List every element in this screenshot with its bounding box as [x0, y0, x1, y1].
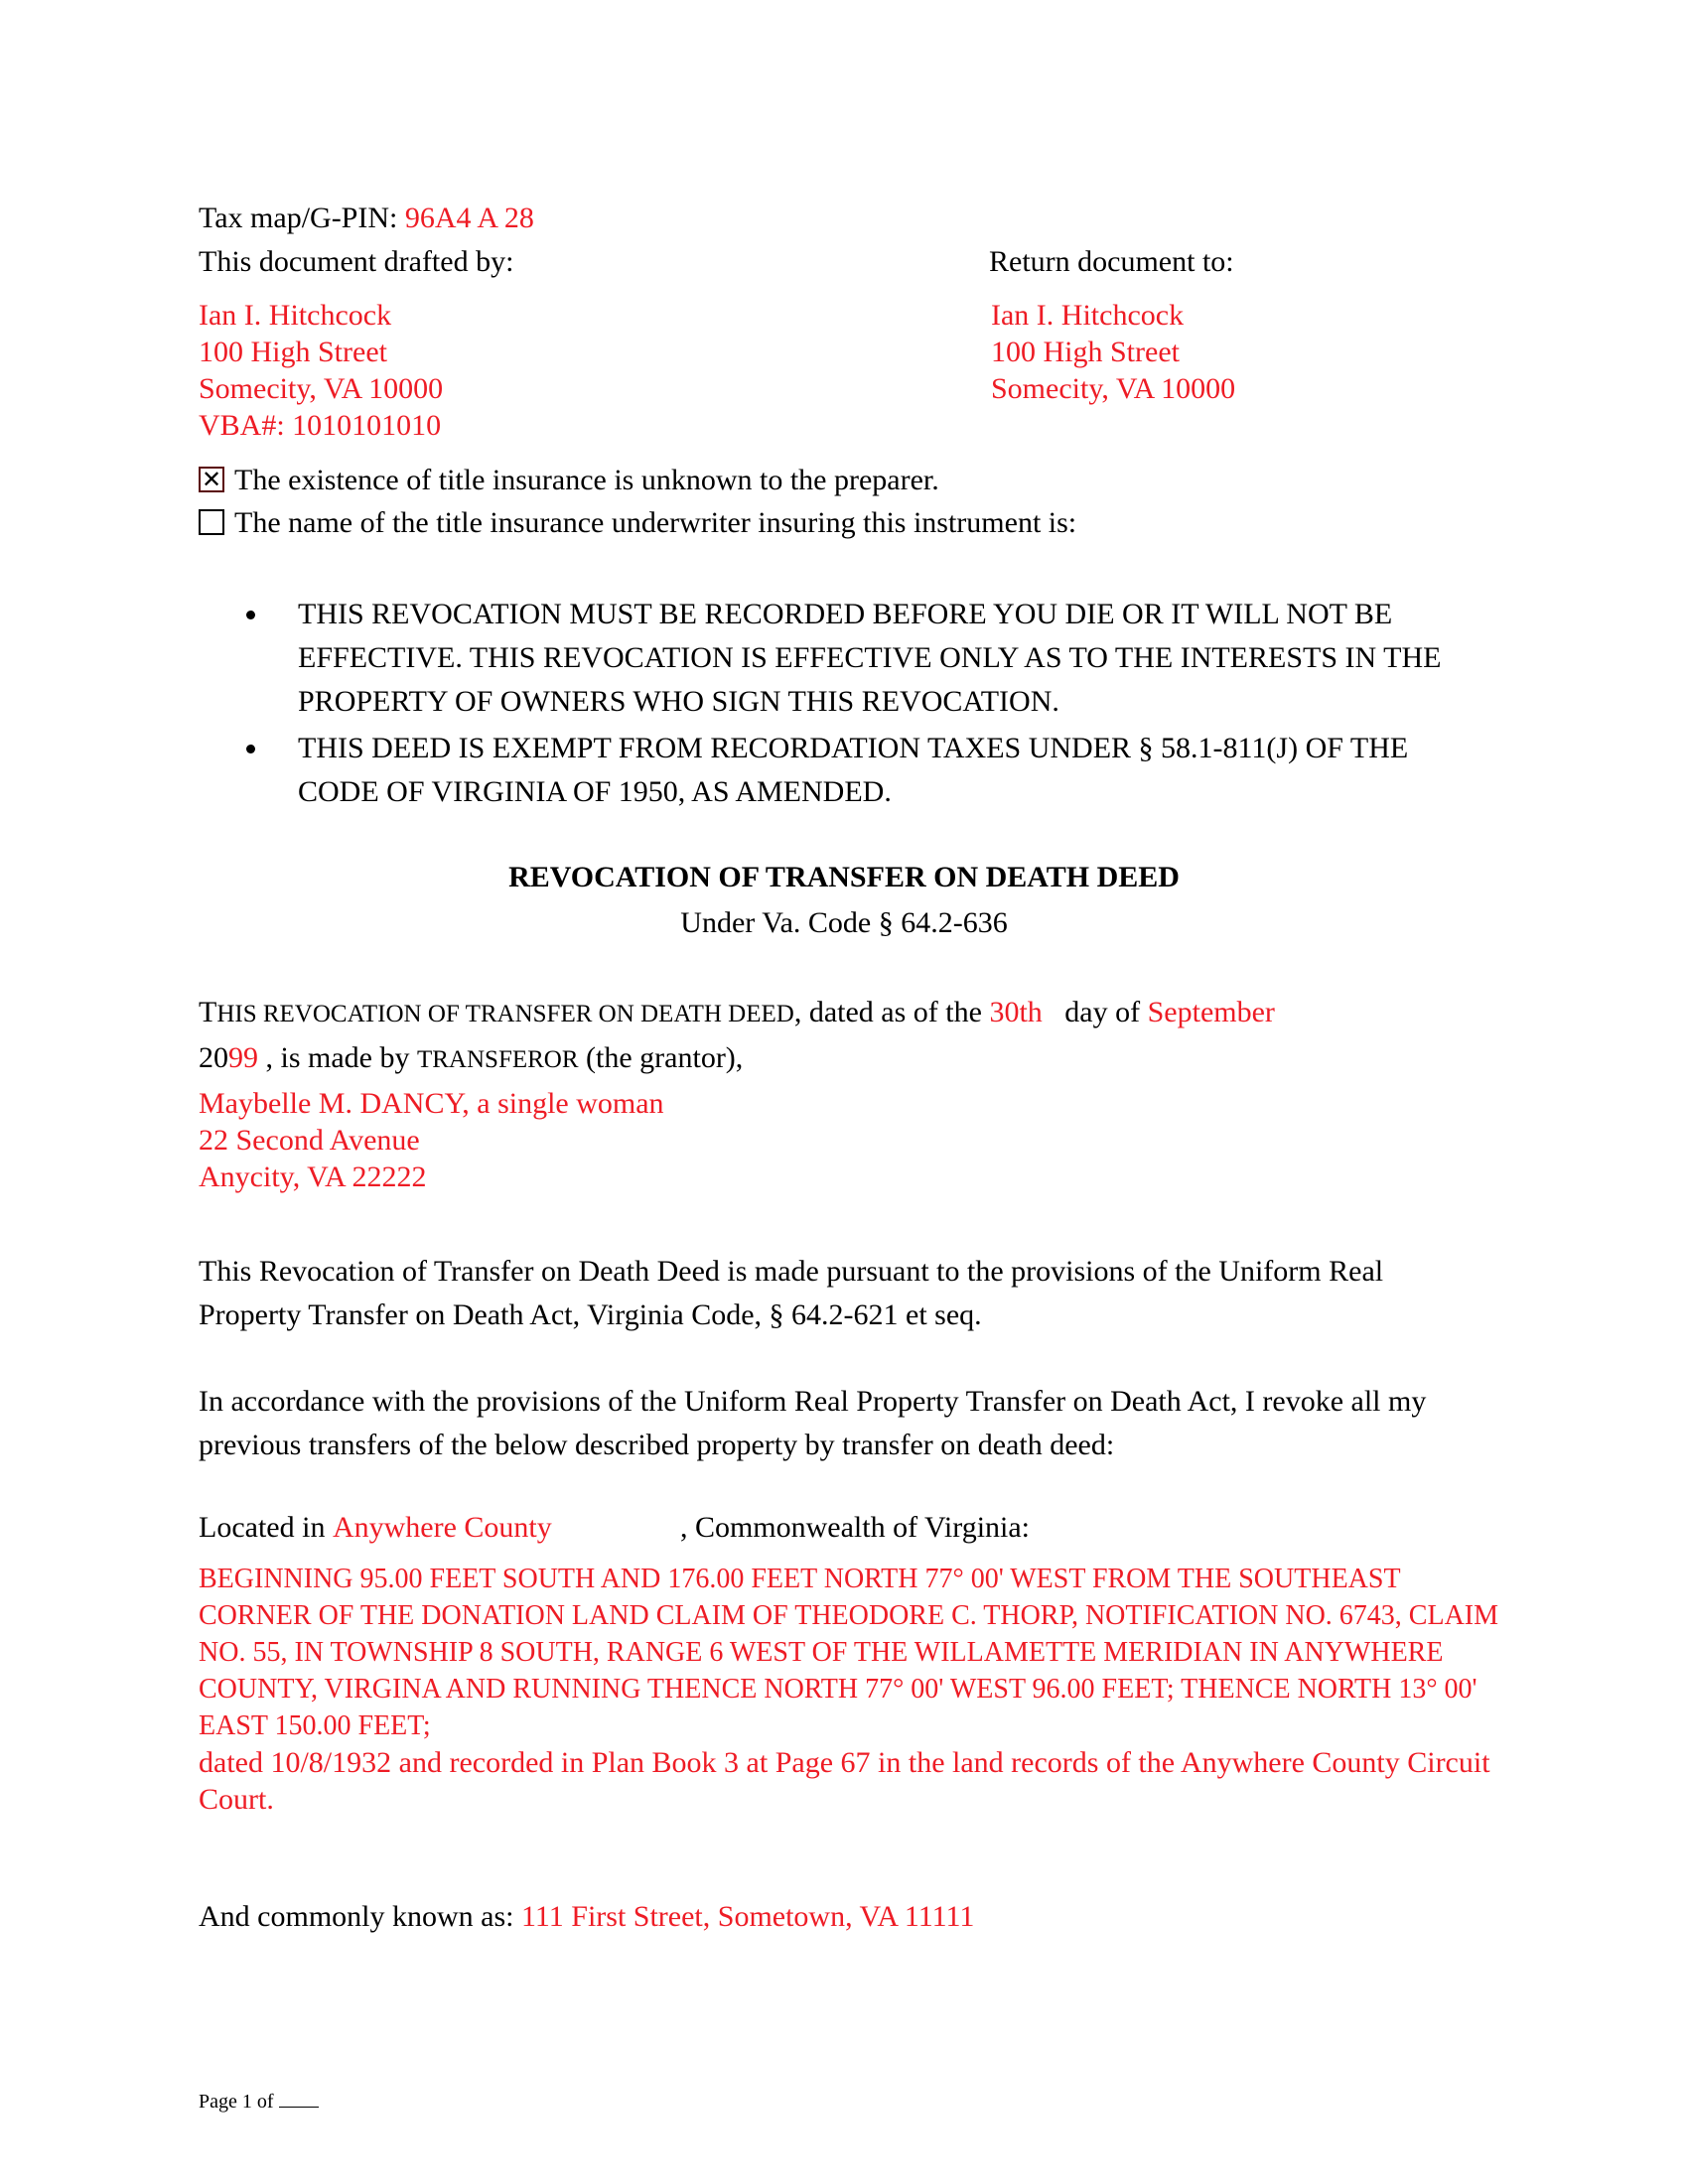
pursuant-paragraph: This Revocation of Transfer on Death Deed is made pursuant to the provisions of the Uniform Real Property Transfer on Death Act, Virginia Code, § 64.2-621 et seq. [199, 1255, 1384, 1331]
drafter-city: Somecity, VA 10000 [199, 372, 444, 405]
revoke-paragraph: In accordance with the provisions of the Uniform Real Property Transfer on Death Act, I revoke all my previous transfers of the below described property by transfer on death deed: [199, 1385, 1427, 1461]
checkmark-x-icon: ✕ [201, 466, 222, 493]
drafter-name: Ian I. Hitchcock [199, 299, 392, 332]
bullet-icon [246, 611, 255, 619]
document-subtitle: Under Va. Code § 64.2-636 [680, 906, 1008, 939]
grantor-name: Maybelle M. DANCY, a single woman [199, 1087, 664, 1120]
return-name: Ian I. Hitchcock [991, 299, 1185, 332]
notice-item: THIS REVOCATION MUST BE RECORDED BEFORE YOU DIE OR IT WILL NOT BE EFFECTIVE. THIS REVOCATION IS EFFECTIVE ONLY AS TO THE INTERESTS IN THE PROPERTY OF OWNERS WHO SIGN THIS REVOCATION. [199, 593, 1489, 724]
location-county: Anywhere County [332, 1511, 552, 1544]
page-footer [199, 2089, 319, 2114]
notice-list [199, 593, 1489, 817]
grantor-city: Anycity, VA 22222 [199, 1160, 427, 1193]
drafted-by-label: This document drafted by: [199, 245, 514, 278]
return-street: 100 High Street [991, 336, 1180, 368]
grantor-block [199, 1085, 664, 1195]
title-insurance-underwriter-checkbox[interactable] [199, 509, 224, 535]
title-insurance-underwriter-row [199, 504, 1076, 541]
notice-item: THIS DEED IS EXEMPT FROM RECORDATION TAXES UNDER § 58.1-811(J) OF THE CODE OF VIRGINIA OF 1950, AS AMENDED. [199, 727, 1489, 814]
return-city: Somecity, VA 10000 [991, 372, 1236, 405]
commonly-known-line: And commonly known as: 111 First Street, Sometown, VA 11111 [199, 1900, 975, 1933]
grantor-street: 22 Second Avenue [199, 1124, 420, 1157]
bullet-icon [246, 745, 255, 753]
tax-map-value: 96A4 A 28 [404, 202, 534, 234]
intro-paragraph: THIS REVOCATION OF TRANSFER ON DEATH DEED, dated as of the 30th day of September 2099 , is made by TRANSFEROR (the grantor), [199, 996, 1275, 1074]
title-insurance-unknown-label: The existence of title insurance is unknown to the preparer. [234, 464, 939, 496]
drafter-street: 100 High Street [199, 336, 387, 368]
intro-day: 30th [989, 996, 1043, 1028]
title-insurance-unknown-row [199, 462, 939, 498]
title-insurance-unknown-checkbox[interactable] [199, 467, 224, 492]
return-to-label: Return document to: [989, 245, 1234, 278]
location-line: Located in Anywhere County , Commonwealth of Virginia: [199, 1511, 1031, 1544]
page-number-label: Page 1 of [199, 2091, 274, 2113]
commonly-known-address: 111 First Street, Sometown, VA 11111 [520, 1900, 975, 1933]
intro-month: September [1147, 996, 1275, 1028]
intro-year: 99 [228, 1041, 258, 1074]
tax-map-line [199, 200, 534, 236]
drafter-address-block [199, 297, 443, 444]
legal-description-upper: BEGINNING 95.00 FEET SOUTH AND 176.00 FEET NORTH 77° 00' WEST FROM THE SOUTHEAST CORNER OF THE DONATION LAND CLAIM OF THEODORE C. THORP, NOTIFICATION NO. 6743, CLAIM NO. 55, IN TOWNSHIP 8 SOUTH, RANGE 6 WEST OF THE WILLAMETTE MERIDIAN IN ANYWHERE COUNTY, VIRGINA AND RUNNING THENCE NORTH 77° 00' WEST 96.00 FEET; THENCE NORTH 13° 00' EAST 150.00 FEET; [199, 1564, 1499, 1741]
return-address-block [991, 297, 1235, 407]
page-total-blank [279, 2089, 319, 2108]
drafter-vba: VBA#: 1010101010 [199, 409, 442, 442]
title-insurance-underwriter-label: The name of the title insurance underwriter insuring this instrument is: [234, 506, 1077, 539]
document-title: REVOCATION OF TRANSFER ON DEATH DEED [508, 861, 1180, 893]
legal-description [199, 1561, 1499, 1818]
tax-map-label: Tax map/G-PIN: [199, 202, 398, 234]
legal-description-lower: dated 10/8/1932 and recorded in Plan Book 3 at Page 67 in the land records of the Anywhere County Circuit Court. [199, 1746, 1490, 1816]
